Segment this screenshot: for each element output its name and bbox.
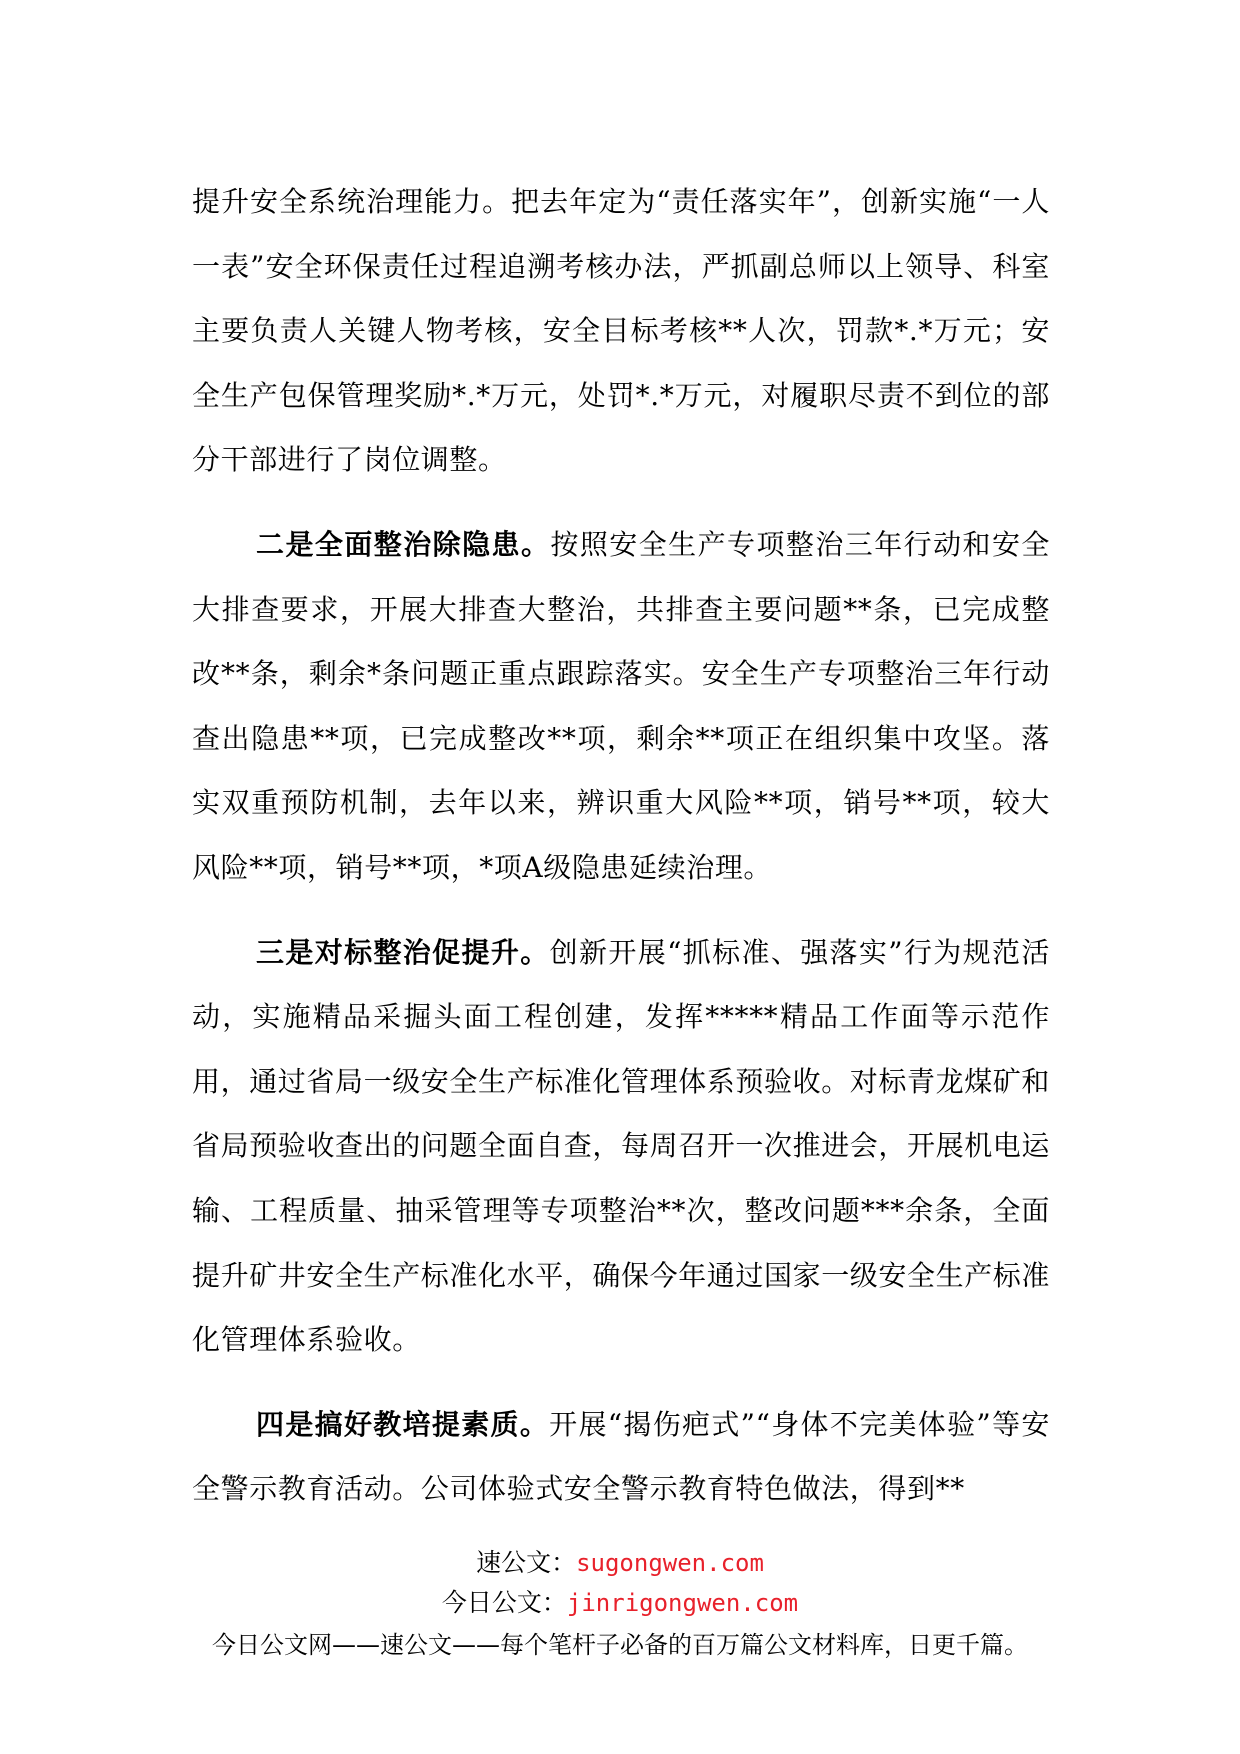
paragraph-4-text: 开展“揭伤疤式”“身体不完美体验”等安全警示教育活动。公司体验式安全警示教育特色做法，得到** bbox=[192, 1407, 1050, 1506]
paragraph-1-text: 提升安全系统治理能力。把去年定为“责任落实年”，创新实施“一人一表”安全环保责任过程追溯考核办法，严抓副总师以上领导、科室主要负责人关键人物考核，安全目标考核**人次，罚款*.*万元；安全生产包保管理奖励*.*万元，处罚*.*万元，对履职尽责不到位的部分干部进行了岗位调整。 bbox=[192, 185, 1050, 477]
paragraph-2 bbox=[192, 513, 1050, 901]
paragraph-1 bbox=[192, 170, 1050, 493]
footer-link-jinrigongwen[interactable]: jinrigongwen.com bbox=[566, 1589, 799, 1617]
footer-line-jinrigongwen bbox=[0, 1586, 1240, 1620]
paragraph-3-lead: 三是对标整治促提升。 bbox=[256, 935, 550, 969]
paragraph-4-lead: 四是搞好教培提素质。 bbox=[256, 1407, 550, 1441]
paragraph-3-text: 创新开展“抓标准、强落实”行为规范活动，实施精品采掘头面工程创建，发挥*****精品工作面等示范作用，通过省局一级安全生产标准化管理体系预验收。对标青龙煤矿和省局预验收查出的问题全面自查，每周召开一次推进会，开展机电运输、工程质量、抽采管理等专项整治**次，整改问题***余条，全面提升矿井安全生产标准化水平，确保今年通过国家一级安全生产标准化管理体系验收。 bbox=[192, 935, 1051, 1357]
document-body bbox=[192, 170, 1050, 1542]
paragraph-4 bbox=[192, 1393, 1050, 1522]
paragraph-2-lead: 二是全面整治除隐患。 bbox=[256, 527, 551, 561]
footer-link-sugongwen[interactable]: sugongwen.com bbox=[576, 1549, 764, 1577]
footer-slogan: 今日公文网——速公文——每个笔杆子必备的百万篇公文材料库，日更千篇。 bbox=[212, 1631, 1028, 1659]
footer-line-sugongwen bbox=[0, 1546, 1240, 1580]
footer-label-sugongwen: 速公文： bbox=[476, 1548, 577, 1577]
footer-label-jinrigongwen: 今日公文： bbox=[441, 1588, 567, 1617]
paragraph-3 bbox=[192, 921, 1050, 1373]
paragraph-2-text: 按照安全生产专项整治三年行动和安全大排查要求，开展大排查大整治，共排查主要问题**条，已完成整改**条，剩余*条问题正重点跟踪落实。安全生产专项整治三年行动查出隐患**项，已完成整改**项，剩余**项正在组织集中攻坚。落实双重预防机制，去年以来，辨识重大风险**项，销号**项，较大风险**项，销号**项，*项A级隐患延续治理。 bbox=[192, 527, 1050, 884]
